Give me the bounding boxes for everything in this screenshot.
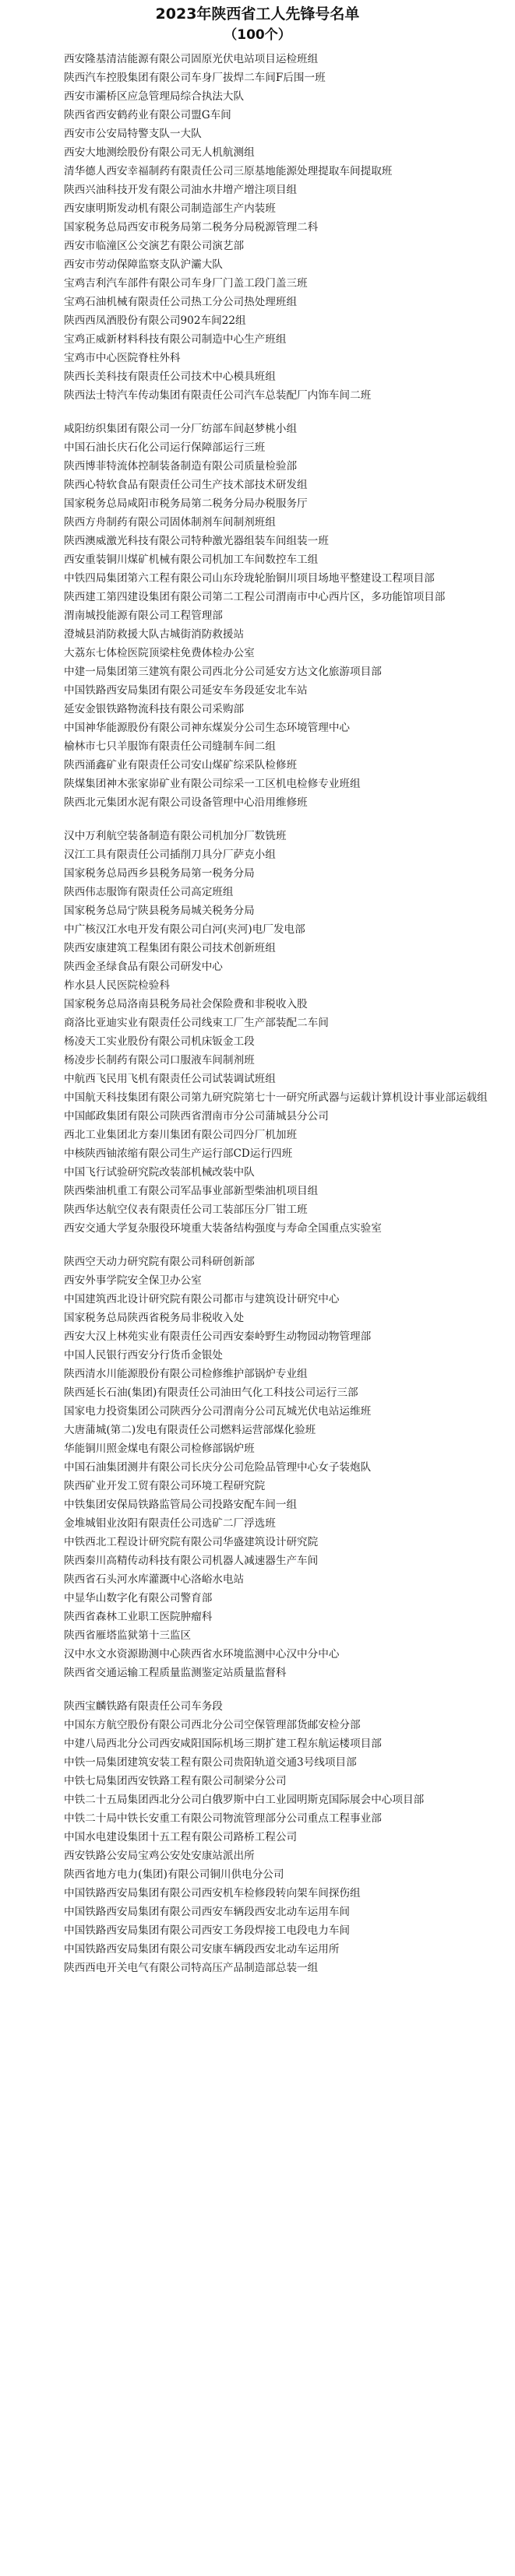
list-item: 陕西空天动力研究院有限公司科研创新部 [64,1256,255,1268]
list-item: 陕西省雁塔监狱第十三监区 [64,1629,192,1642]
list-group [0,420,515,812]
list-item: 清华德人西安幸福制药有限责任公司三原基地能源处理提取车间提取班 [64,165,393,177]
list-item: 陕西省森林工业职工医院肿瘤科 [64,1611,213,1623]
list-item: 中国铁路西安局集团有限公司西安车辆段西安北动车运用车间 [64,1906,351,1918]
list-item: 中核陕西铀浓缩有限公司生产运行部CD运行四班 [64,1147,293,1160]
list-item: 中建八局西北分公司西安咸阳国际机场三期扩建工程东航运楼项目部 [64,1738,382,1750]
list-item: 陕西省西安鹤药业有限公司盟G车间 [64,109,231,121]
list-item: 陕西方舟制药有限公司固体制剂车间制剂班组 [64,516,276,529]
list-item: 陕西清水川能源股份有限公司检修维护部锅炉专业组 [64,1368,308,1380]
list-item: 陕西博菲特流体控制装备制造有限公司质量检验部 [64,460,298,473]
list-item: 中铁西北工程设计研究院有限公司华盛建筑设计研究院 [64,1536,319,1548]
list-item: 榆林市七只羊服饰有限责任公司缝制车间二组 [64,740,276,753]
list-item: 宝鸡石油机械有限责任公司热工分公司热处理班组 [64,296,298,308]
list-item: 西安市灞桥区应急管理局综合执法大队 [64,90,245,103]
list-item: 汉中万利航空装备制造有限公司机加分厂数铣班 [64,830,287,842]
list-group [0,1253,515,1682]
list-item: 渭南城投能源有限公司工程管理部 [64,610,223,622]
list-item: 中国铁路西安局集团有限公司西安机车检修段转向架车间探伤组 [64,1887,361,1899]
list-item: 陕西省地方电力(集团)有限公司铜川供电分公司 [64,1868,284,1881]
list-item: 国家税务总局西乡县税务局第一税务分局 [64,867,255,880]
list-item: 中国邮政集团有限公司陕西省渭南市分公司蒲城县分公司 [64,1110,329,1123]
list-item: 陕西宝麟铁路有限责任公司车务段 [64,1700,223,1713]
list-item: 中国人民银行西安分行货币金银处 [64,1349,223,1362]
list-item: 中国东方航空股份有限公司西北分公司空保管理部货邮安检分部 [64,1719,361,1731]
list-item: 国家税务总局咸阳市税务局第二税务分局办税服务厅 [64,497,308,510]
list-item: 陕西西凤酒股份有限公司902车间22组 [64,315,246,327]
list-item: 杨凌天工实业股份有限公司机床钣金工段 [64,1035,255,1048]
list-item: 中国石油长庆石化公司运行保障部运行三班 [64,441,266,454]
list-item: 西安市临潼区公交演艺有限公司演艺部 [64,240,245,252]
document-subtitle: （100个） [224,27,291,43]
list-item: 商洛比亚迪实业有限责任公司线束工厂生产部装配二车间 [64,1017,329,1029]
list-item: 国家税务总局宁陕县税务局城关税务分局 [64,905,255,917]
list-item: 大唐蒲城(第二)发电有限责任公司燃料运营部煤化验班 [64,1424,316,1436]
list-item: 国家税务总局陕西省税务局非税收入处 [64,1312,245,1324]
list-item: 陕西伟志服饰有限责任公司高定班组 [64,886,234,898]
list-item: 中铁集团安保局铁路监管局公司投路安配车间一组 [64,1499,298,1511]
list-item: 中国航天科技集团有限公司第九研究院第七十一研究所武器与运载计算机设计事业部运载组 [64,1091,488,1104]
list-item: 华能铜川照金煤电有限公司检修部锅炉班 [64,1443,255,1455]
list-item: 陕西矿业开发工贸有限公司环境工程研究院 [64,1480,266,1492]
list-item: 宝鸡正威新材料科技有限公司制造中心生产班组 [64,333,287,346]
list-item: 西安外事学院安全保卫办公室 [64,1274,202,1287]
list-item: 陕西建工第四建设集团有限公司第二工程公司渭南市中心西片区，多功能馆项目部 [64,591,446,603]
list-item: 中国水电建设集团十五工程有限公司路桥工程公司 [64,1831,298,1843]
list-item: 陕西安康建筑工程集团有限公司技术创新班组 [64,942,276,954]
list-item: 陕西心特软食品有限责任公司生产技术部技术研发组 [64,479,308,491]
list-item: 陕西法士特汽车传动集团有限责任公司汽车总装配厂内饰车间二班 [64,389,372,402]
list-item: 陕西兴油科技开发有限公司油水井增产增注项目组 [64,184,298,196]
list-item: 西安大地测绘股份有限公司无人机航测组 [64,146,255,159]
document-title: 2023年陕西省工人先锋号名单 [155,5,360,23]
list-item: 西安隆基清洁能源有限公司固原光伏电站项目运检班组 [64,53,319,65]
list-item: 西北工业集团北方秦川集团有限公司四分厂机加班 [64,1129,298,1141]
list-item: 中铁二十局中铁长安重工有限公司物流管理部分公司重点工程事业部 [64,1812,382,1825]
list-item: 中铁七局集团西安铁路工程有限公司制梁分公司 [64,1775,287,1787]
list-item: 咸阳纺织集团有限公司一分厂纺部车间赵梦桃小组 [64,423,298,435]
list-item: 陕西澳威激光科技有限公司特种激光器组装车间组装一班 [64,535,329,547]
list-item: 中国建筑西北设计研究院有限公司都市与建筑设计研究中心 [64,1293,340,1306]
list-item: 陕西省石头河水库灌溉中心洛峪水电站 [64,1573,245,1586]
list-group [0,50,515,405]
list-item: 中国铁路西安局集团有限公司安康车辆段西安北动车运用所 [64,1943,340,1956]
list-item: 汉江工具有限责任公司插削刀具分厂萨克小组 [64,849,276,861]
list-item: 陕西延长石油(集团)有限责任公司油田气化工科技公司运行三部 [64,1386,358,1399]
list-item: 澄城县消防救援大队古城街消防救援站 [64,628,245,641]
list-item: 延安金银铁路物流科技有限公司采购部 [64,703,245,715]
list-item: 中国神华能源股份有限公司神东煤炭分公司生态环境管理中心 [64,722,351,734]
list-item: 中国飞行试验研究院改装部机械改装中队 [64,1166,255,1179]
list-item: 西安铁路公安局宝鸡公安处安康站派出所 [64,1850,255,1862]
list-item: 陕西涌鑫矿业有限责任公司安山煤矿综采队检修班 [64,759,298,771]
list-item: 宝鸡市中心医院脊柱外科 [64,352,181,364]
list-item: 西安交通大学复杂服役环境重大装备结构强度与寿命全国重点实验室 [64,1222,382,1235]
list-item: 国家电力投资集团公司陕西分公司渭南分公司瓦城光伏电站运维班 [64,1405,372,1418]
list-item: 西安市劳动保障监察支队沪灞大队 [64,258,223,271]
list-item: 陕煤集团神木张家峁矿业有限公司综采一工区机电检修专业班组 [64,778,361,790]
list-item: 汉中水文水资源勘测中心陕西省水环境监测中心汉中分中心 [64,1648,340,1661]
list-item: 中国铁路西安局集团有限公司延安车务段延安北车站 [64,684,308,697]
list-item: 中铁二十五局集团西北分公司白俄罗斯中白工业园明斯克国际展会中心项目部 [64,1794,425,1806]
list-item: 中广核汉江水电开发有限公司白河(夹河)电厂发电部 [64,923,305,936]
list-item: 西安市公安局特警支队一大队 [64,128,202,140]
list-item: 宝鸡吉利汽车部件有限公司车身厂门盖工段门盖三班 [64,277,308,290]
list-item: 中国石油集团测井有限公司长庆分公司危险品管理中心女子装炮队 [64,1461,372,1474]
list-item: 陕西西电开关电气有限公司特高压产品制造部总装一组 [64,1962,319,1974]
list-item: 陕西汽车控股集团有限公司车身厂拔焊二车间F后围一班 [64,72,326,84]
list-item: 西安重装铜川煤矿机械有限公司机加工车间数控车工组 [64,554,319,566]
list-item: 国家税务总局洛南县税务局社会保险费和非税收入股 [64,998,308,1010]
name-list [0,50,515,1977]
list-item: 柞水县人民医院检验科 [64,979,170,992]
list-group [0,1697,515,1977]
list-item: 陕西省交通运输工程质量监测鉴定站质量监督科 [64,1667,287,1679]
list-item: 国家税务总局西安市税务局第二税务分局税源管理二科 [64,221,319,234]
list-item: 西安康明斯发动机有限公司制造部生产内装班 [64,202,276,215]
list-item: 大荔东七体检医院顶梁柱免费体检办公室 [64,647,255,659]
list-item: 陕西柴油机重工有限公司军品事业部新型柴油机项目组 [64,1185,319,1197]
list-item: 中铁一局集团建筑安装工程有限公司贵阳轨道交通3号线项目部 [64,1756,357,1769]
list-item: 中国铁路西安局集团有限公司西安工务段焊接工电段电力车间 [64,1924,351,1937]
list-item: 中铁四局集团第六工程有限公司山东玲珑轮胎铜川项目场地平整建设工程项目部 [64,572,435,585]
list-item: 中航西飞民用飞机有限责任公司试装调试班组 [64,1073,276,1085]
list-item: 陕西金圣绿食品有限公司研发中心 [64,961,223,973]
list-item: 中显华山数字化有限公司警育部 [64,1592,213,1604]
list-group [0,827,515,1238]
list-item: 陕西秦川高精传动科技有限公司机器人减速器生产车间 [64,1555,319,1567]
list-item: 杨凌步长制药有限公司口服液车间制剂班 [64,1054,255,1067]
list-item: 陕西北元集团水泥有限公司设备管理中心沿用维修班 [64,796,308,809]
list-item: 中建一局集团第三建筑有限公司西北分公司延安方达文化旅游项目部 [64,666,382,678]
list-item: 陕西长美科技有限责任公司技术中心模具班组 [64,371,276,383]
list-item: 西安大汉上林苑实业有限责任公司西安秦岭野生动物园动物管理部 [64,1330,372,1343]
list-item: 陕西华达航空仪表有限责任公司工装部压分厂钳工班 [64,1204,308,1216]
list-item: 金堆城钼业汝阳有限责任公司选矿二厂浮选班 [64,1517,276,1530]
